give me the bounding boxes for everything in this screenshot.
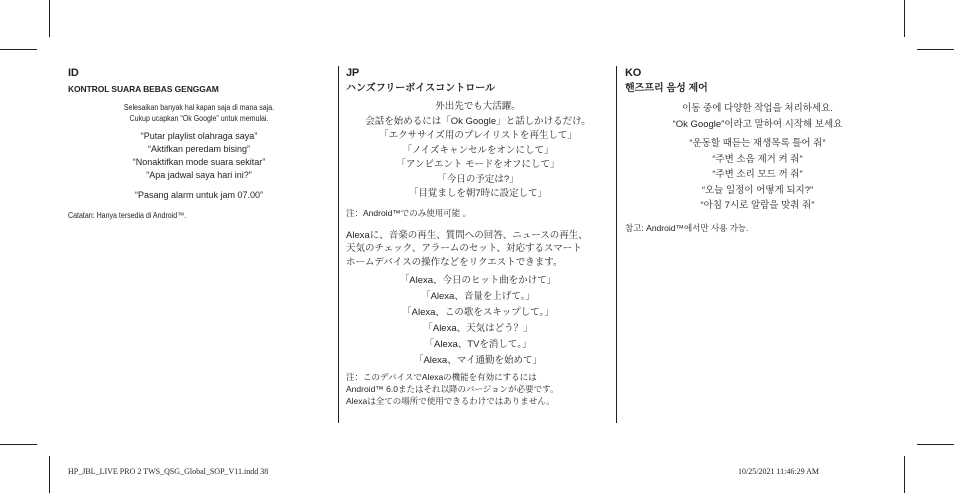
voice-command: 「アンビエント モードをオフにして」 xyxy=(396,159,560,170)
voice-command: “Aktifkan peredam bising” xyxy=(147,144,251,154)
column-jp xyxy=(346,67,610,407)
voice-command: 「今日の予定は?」 xyxy=(437,173,519,185)
language-code: KO xyxy=(625,67,642,79)
crop-mark-top-right xyxy=(904,0,905,37)
crop-mark-bottom-right xyxy=(904,456,905,493)
footer-file-info: HP_JBL_LIVE PRO 2 TWS_QSG_Global_SOP_V11.indd 38 xyxy=(68,467,269,476)
note: Android™ 6.0またはそれ以降のバージョンが必要です。 xyxy=(346,384,559,394)
alexa-command: 「Alexa、音量を上げて。」 xyxy=(421,291,535,302)
alexa-description: Alexaに、音楽の再生、質問への回答、ニュースの再生、 xyxy=(346,229,588,241)
language-code: ID xyxy=(68,67,79,79)
alexa-description: 天気のチェック、アラームのセット、対応するスマート xyxy=(346,243,582,254)
language-code: JP xyxy=(346,67,360,79)
alexa-command: 「Alexa、マイ通勤を始めて」 xyxy=(413,355,543,366)
note: 注：Android™でのみ使用可能 。 xyxy=(346,207,472,218)
intro-line: 外出先でも大活躍。 xyxy=(435,101,521,112)
intro-line: 会話を始めるには「Ok Google」と話しかけるだけ。 xyxy=(365,115,591,127)
column-divider-1 xyxy=(338,66,339,423)
voice-command: 「ノイズキャンセルをオンにして」 xyxy=(402,144,554,156)
crop-mark-right-top xyxy=(917,49,954,50)
note: 注：このデバイスでAlexaの機能を有効にするには xyxy=(346,372,537,382)
footer-timestamp: 10/25/2021 11:46:29 AM xyxy=(738,467,820,476)
column-id xyxy=(68,67,330,222)
intro-line: Cukup ucapkan “Ok Google” untuk memulai. xyxy=(129,114,269,123)
crop-mark-right-bottom xyxy=(917,444,954,445)
intro-line: Selesaikan banyak hal kapan saja di mana saja. xyxy=(123,103,275,112)
voice-command: “아침 7시로 알람을 맞춰 줘” xyxy=(700,200,815,211)
voice-command: “Putar playlist olahraga saya” xyxy=(140,131,258,141)
intro-line: “Ok Google”이라고 말하여 시작해 보세요 xyxy=(672,118,843,130)
section-heading: ハンズフリーボイスコントロール xyxy=(346,83,495,94)
note: Catatan: Hanya tersedia di Android™. xyxy=(68,211,187,220)
alexa-description: ホームデバイスの操作などをリクエストできます。 xyxy=(346,256,563,268)
alexa-command: 「Alexa、天気はどう？」 xyxy=(423,323,533,334)
voice-command: “Apa jadwal saya hari ini?” xyxy=(146,170,252,180)
note: Alexaは全ての場所で使用できるわけではありません。 xyxy=(346,396,555,406)
voice-command: “Pasang alarm untuk jam 07.00” xyxy=(134,190,264,200)
crop-mark-left-bottom xyxy=(0,444,37,445)
column-ko xyxy=(625,67,890,234)
crop-mark-left-top xyxy=(0,49,37,50)
crop-mark-bottom-left xyxy=(49,456,50,493)
crop-mark-top-left xyxy=(49,0,50,37)
voice-command: “운동할 때듣는 재생목록 틀어 줘” xyxy=(689,138,826,149)
voice-command: 「目覚ましを朝7時に設定して」 xyxy=(408,188,548,199)
note: 참고: Android™에서만 사용 가능. xyxy=(625,222,749,233)
voice-command: “주변 소리 모드 꺼 줘” xyxy=(712,169,803,180)
voice-command: “주변 소음 제거 켜 줘” xyxy=(712,153,803,165)
voice-command: 「エクササイズ用のプレイリストを再生して」 xyxy=(379,130,577,141)
alexa-command: 「Alexa、今日のヒット曲をかけて」 xyxy=(399,275,557,286)
section-heading: 핸즈프리 음성 제어 xyxy=(625,83,708,94)
section-heading: KONTROL SUARA BEBAS GENGGAM xyxy=(68,84,219,94)
intro-line: 이동 중에 다양한 작업을 처리하세요. xyxy=(682,103,833,114)
column-divider-2 xyxy=(616,66,617,423)
voice-command: “Nonaktifkan mode suara sekitar” xyxy=(132,157,266,167)
voice-command: “오늘 일정이 어떻게 되지?” xyxy=(701,184,814,196)
alexa-command: 「Alexa、この歌をスキップして。」 xyxy=(402,307,554,318)
alexa-command: 「Alexa、TVを消して。」 xyxy=(424,339,532,350)
